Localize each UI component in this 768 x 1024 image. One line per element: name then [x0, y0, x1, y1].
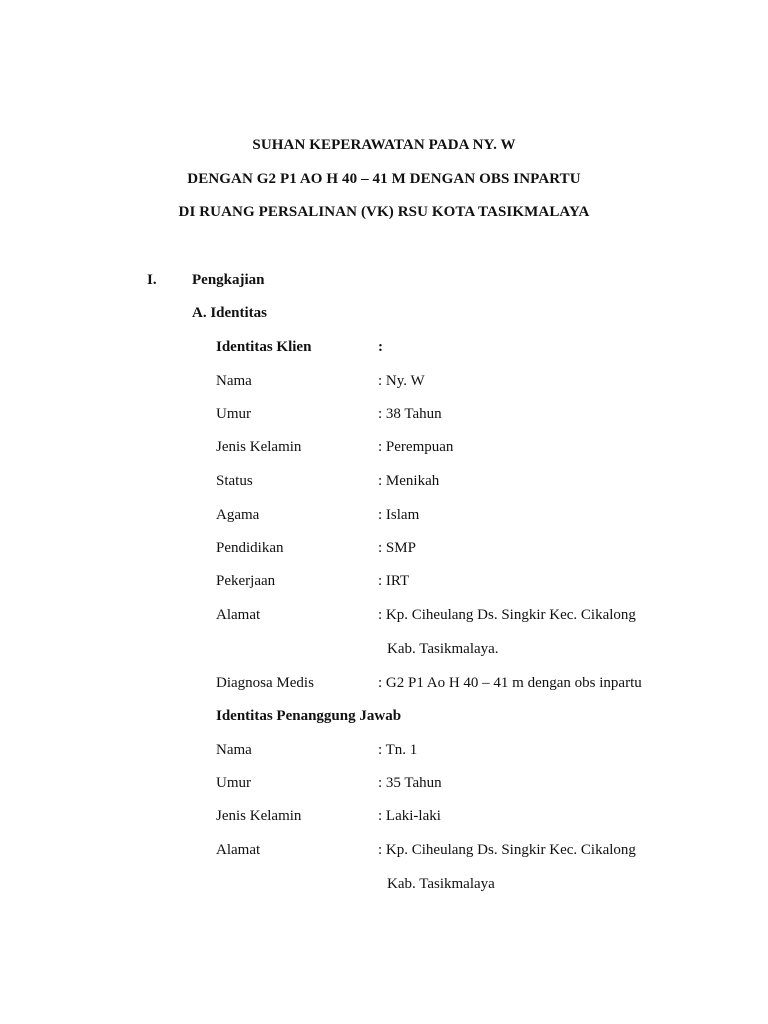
field-value: : Laki-laki: [378, 808, 441, 824]
field-label: Alamat: [216, 842, 261, 858]
diagnosis-value: : G2 P1 Ao H 40 – 41 m dengan obs inpartu: [378, 675, 642, 691]
field-label: Umur: [216, 406, 251, 422]
client-identity-heading-label: Identitas Klien: [216, 339, 312, 355]
title-line-2: DENGAN G2 P1 AO H 40 – 41 M DENGAN OBS INPARTU: [187, 171, 581, 187]
field-label: Agama: [216, 507, 260, 523]
guardian-address-continuation: Kab. Tasikmalaya: [387, 876, 495, 892]
field-label: Pekerjaan: [216, 573, 276, 589]
field-value: : Kp. Ciheulang Ds. Singkir Kec. Cikalong: [378, 607, 636, 623]
field-label: Jenis Kelamin: [216, 808, 302, 824]
field-label: Nama: [216, 742, 252, 758]
field-value: : 35 Tahun: [378, 775, 442, 791]
field-label: Nama: [216, 373, 252, 389]
field-label: Pendidikan: [216, 540, 284, 556]
title-line-3: DI RUANG PERSALINAN (VK) RSU KOTA TASIKMALAYA: [178, 204, 590, 220]
field-label: Umur: [216, 775, 251, 791]
guardian-identity-heading: Identitas Penanggung Jawab: [216, 708, 402, 724]
field-value: : Islam: [378, 507, 420, 523]
subsection-heading: A. Identitas: [192, 305, 268, 321]
field-value: : Perempuan: [378, 439, 454, 455]
field-value: : IRT: [378, 573, 410, 589]
title-line-1: SUHAN KEPERAWATAN PADA NY. W: [252, 137, 516, 153]
field-value: : Menikah: [378, 473, 440, 489]
field-label: Alamat: [216, 607, 261, 623]
client-identity-heading-colon: :: [378, 339, 383, 355]
field-label: Status: [216, 473, 253, 489]
field-value: : SMP: [378, 540, 416, 556]
diagnosis-label: Diagnosa Medis: [216, 675, 314, 691]
client-address-continuation: Kab. Tasikmalaya.: [387, 641, 499, 657]
section-heading: Pengkajian: [192, 272, 265, 288]
field-value: : Ny. W: [378, 373, 425, 389]
field-label: Jenis Kelamin: [216, 439, 302, 455]
field-value: : Kp. Ciheulang Ds. Singkir Kec. Cikalong: [378, 842, 636, 858]
section-number: I.: [147, 272, 157, 288]
field-value: : 38 Tahun: [378, 406, 442, 422]
field-value: : Tn. 1: [378, 742, 418, 758]
